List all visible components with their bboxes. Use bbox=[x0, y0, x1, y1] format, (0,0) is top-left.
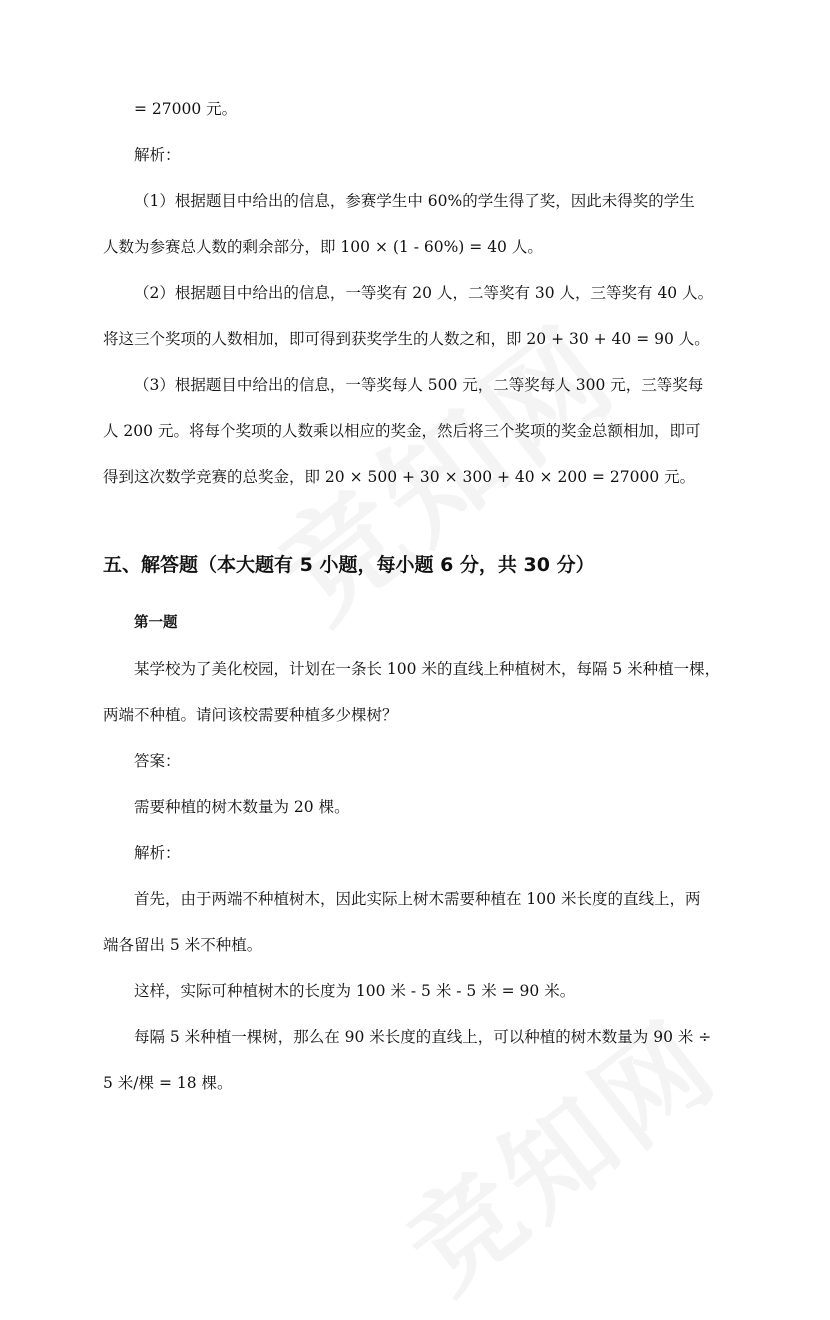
q-analysis-label: 解析： bbox=[134, 844, 181, 862]
analysis-p1-line1: （1）根据题目中给出的信息，参赛学生中 60%的学生得了奖，因此未得奖的学生 bbox=[134, 192, 695, 210]
question-line1: 某学校为了美化校园，计划在一条长 100 米的直线上种植树木，每隔 5 米种植一棵， bbox=[134, 660, 721, 678]
page-content bbox=[103, 98, 733, 1094]
result-line: = 27000 元。 bbox=[134, 100, 238, 118]
question-line2: 两端不种植。请问该校需要种植多少棵树？ bbox=[103, 706, 398, 724]
analysis-p3-line1: （3）根据题目中给出的信息，一等奖每人 500 元，二等奖每人 300 元，三等奖每 bbox=[134, 376, 704, 394]
answer-label: 答案： bbox=[134, 752, 181, 770]
question-title: 第一题 bbox=[134, 615, 178, 631]
q-analysis-a2: 这样，实际可种植树木的长度为 100 米 - 5 米 - 5 米 = 90 米。 bbox=[134, 982, 576, 1000]
analysis-p3-line3: 得到这次数学竞赛的总奖金，即 20 × 500 + 30 × 300 + 40 × 200 = 27000 元。 bbox=[103, 468, 696, 486]
q-analysis-a3-line1: 每隔 5 米种植一棵树，那么在 90 米长度的直线上，可以种植的树木数量为 90 米 ÷ bbox=[134, 1028, 712, 1046]
section-title: 五、解答题（本大题有 5 小题，每小题 6 分，共 30 分） bbox=[103, 554, 595, 576]
q-analysis-a3-line2: 5 米/棵 = 18 棵。 bbox=[103, 1074, 233, 1092]
analysis-p2-line2: 将这三个奖项的人数相加，即可得到获奖学生的人数之和，即 20 + 30 + 40 = 90 人。 bbox=[103, 330, 710, 348]
analysis-p1-line2: 人数为参赛总人数的剩余部分，即 100 × (1 - 60%) = 40 人。 bbox=[103, 238, 543, 256]
q-analysis-a1-line1: 首先，由于两端不种植树木，因此实际上树木需要种植在 100 米长度的直线上，两 bbox=[134, 890, 701, 908]
analysis-label: 解析： bbox=[134, 146, 181, 164]
q-analysis-a1-line2: 端各留出 5 米不种植。 bbox=[103, 936, 263, 954]
analysis-p3-line2: 人 200 元。将每个奖项的人数乘以相应的奖金，然后将三个奖项的奖金总额相加，即可 bbox=[103, 422, 701, 440]
answer-text: 需要种植的树木数量为 20 棵。 bbox=[134, 798, 350, 816]
analysis-p2-line1: （2）根据题目中给出的信息，一等奖有 20 人，二等奖有 30 人，三等奖有 40 人。 bbox=[134, 284, 714, 302]
